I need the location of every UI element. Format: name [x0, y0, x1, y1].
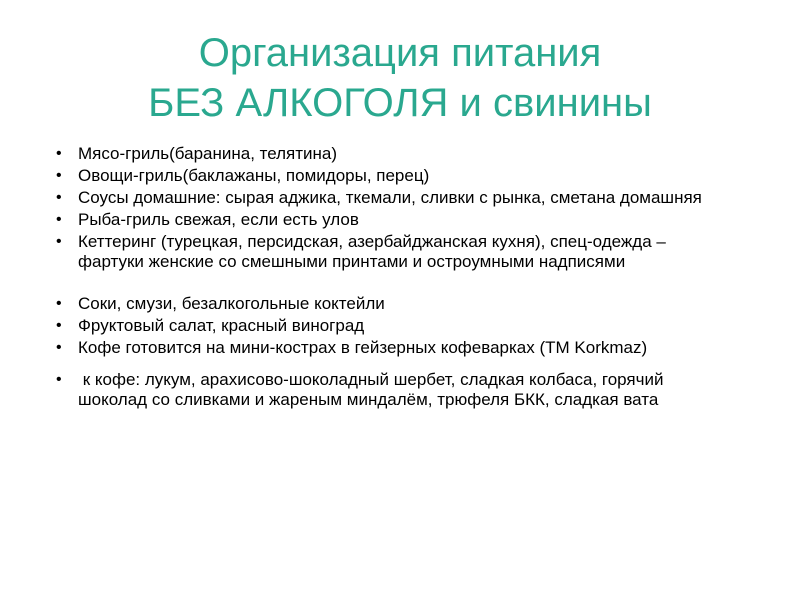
bullet-icon: •	[56, 371, 62, 388]
list-item-text: Соки, смузи, безалкогольные коктейли	[78, 294, 385, 313]
list-item	[56, 188, 736, 208]
list-item-text: Овощи-гриль(баклажаны, помидоры, перец)	[78, 166, 430, 185]
title-line-1: Организация питания	[198, 31, 602, 75]
bullet-icon: •	[56, 189, 62, 206]
list-item	[56, 294, 736, 314]
bullet-icon: •	[56, 211, 62, 228]
list-item-text: к кофе: лукум, арахисово-шоколадный шербет, сладкая колбаса, горячий шоколад со сливками и жареным миндалём, трюфеля БКК, сладкая вата	[78, 370, 669, 409]
list-item	[56, 316, 736, 336]
list-item-text: Соусы домашние: сырая аджика, ткемали, сливки с рынка, сметана домашняя	[78, 188, 702, 207]
list-item-text: Кеттеринг (турецкая, персидская, азербайджанская кухня), спец-одежда – фартуки женские со смешными принтами и остроумными надписями	[78, 232, 666, 271]
list-item	[56, 144, 736, 164]
bullet-icon: •	[56, 295, 62, 312]
list-item-text: Рыба-гриль свежая, если есть улов	[78, 210, 359, 229]
list-item	[56, 338, 736, 358]
list-item	[56, 210, 736, 230]
list-item-text: Кофе готовится на мини-кострах в гейзерных кофеварках (ТМ Korkmaz)	[78, 338, 648, 357]
title-line-2: БЕЗ АЛКОГОЛЯ и свинины	[148, 81, 652, 125]
list-item-text: Мясо-гриль(баранина, телятина)	[78, 144, 338, 163]
bullet-icon: •	[56, 233, 62, 250]
list-item	[56, 166, 736, 186]
slide-title	[0, 28, 800, 128]
list-item	[56, 370, 736, 410]
bullet-icon: •	[56, 339, 62, 356]
bullet-icon: •	[56, 145, 62, 162]
bullet-icon: •	[56, 317, 62, 334]
list-item-text: Фруктовый салат, красный виноград	[78, 316, 365, 335]
list-item	[56, 232, 736, 272]
bullet-icon: •	[56, 167, 62, 184]
bullet-list	[56, 144, 736, 412]
